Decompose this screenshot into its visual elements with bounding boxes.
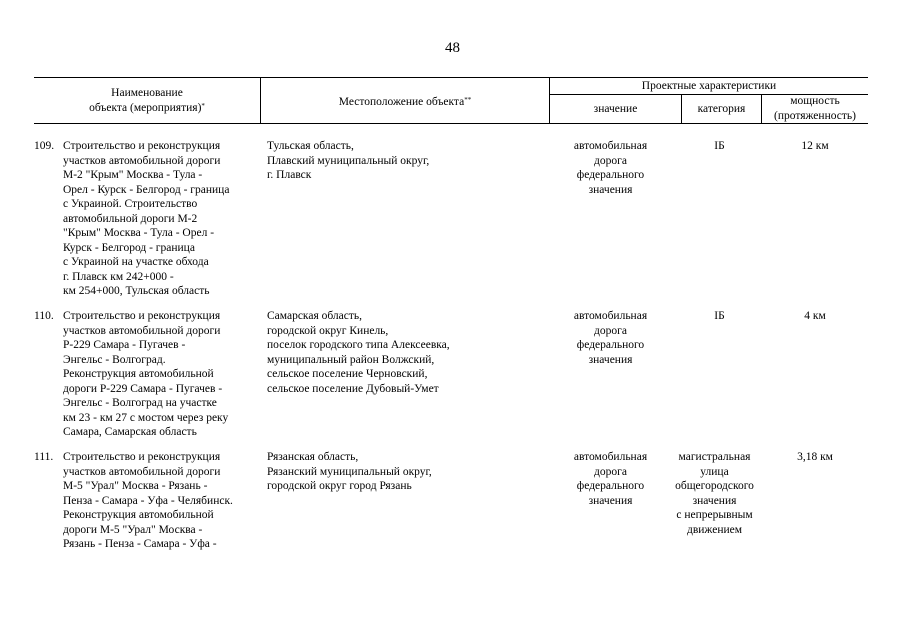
- row-number: 110.: [34, 310, 54, 322]
- header-location-text: Местоположение объекта: [338, 96, 465, 108]
- header-location-footnote-mark: **: [464, 96, 472, 104]
- object-name: Строительство и реконструкция участков автомобильной дороги Р-229 Самара - Пугачев - Энгельс - Волгоград. Реконструкция автомобильной дороги Р-229 Самара - Пугачев - Энгельс - Волгоград на участке км 23 - км 27 с мостом через реку Самара, Самарская область: [63, 310, 229, 438]
- object-name: Строительство и реконструкция участков автомобильной дороги М-2 "Крым" Москва - Тула - Орел - Курск - Белгород - граница с Украиной. Строительство автомобильной дороги М-2 "Крым" Москва - Тула - Орел - Курск - Белгород - граница с Украиной на участке обхода г. Плавск км 242+000 - км 254+000, Тульская область: [63, 140, 230, 297]
- project-capacity: 3,18 км: [797, 451, 833, 463]
- table-top-rule: [34, 77, 868, 78]
- header-name-text: Наименование объекта (мероприятия): [89, 87, 202, 114]
- header-project-group: Проектные характеристики: [641, 80, 777, 92]
- project-value: автомобильная дорога федерального значения: [573, 140, 648, 196]
- header-value-column: значение: [593, 103, 638, 115]
- project-category: IБ: [714, 310, 725, 322]
- header-location-column: [261, 95, 549, 110]
- project-category: магистральная улица общегородского значения с непрерывным движением: [675, 451, 754, 536]
- object-name: Строительство и реконструкция участков автомобильной дороги М-5 "Урал" Москва - Рязань - Пенза - Самара - Уфа - Челябинск. Реконструкция автомобильной дороги М-5 "Урал" Москва - Рязань - Пенза - Самара - Уфа -: [63, 451, 233, 550]
- project-category: IБ: [714, 140, 725, 152]
- project-value: автомобильная дорога федерального значения: [573, 451, 648, 507]
- project-capacity: 12 км: [801, 140, 829, 152]
- object-location: Самарская область, городской округ Кинель, поселок городского типа Алексеевка, муниципальный район Волжский, сельское поселение Черновский, сельское поселение Дубовый-Умет: [267, 310, 450, 395]
- project-capacity: 4 км: [804, 310, 826, 322]
- page-number: 48: [445, 40, 460, 56]
- project-value: автомобильная дорога федерального значения: [573, 310, 648, 366]
- object-location: Рязанская область, Рязанский муниципальный округ, городской округ город Рязань: [267, 451, 432, 492]
- row-number: 111.: [34, 451, 54, 463]
- header-capacity-column: мощность (протяженность): [774, 95, 856, 122]
- object-location: Тульская область, Плавский муниципальный округ, г. Плавск: [267, 140, 430, 181]
- header-bottom-rule: [34, 123, 868, 124]
- header-category-column: категория: [697, 103, 746, 115]
- header-name-column: [34, 86, 260, 115]
- header-name-footnote-mark: *: [201, 101, 205, 110]
- row-number: 109.: [34, 140, 55, 152]
